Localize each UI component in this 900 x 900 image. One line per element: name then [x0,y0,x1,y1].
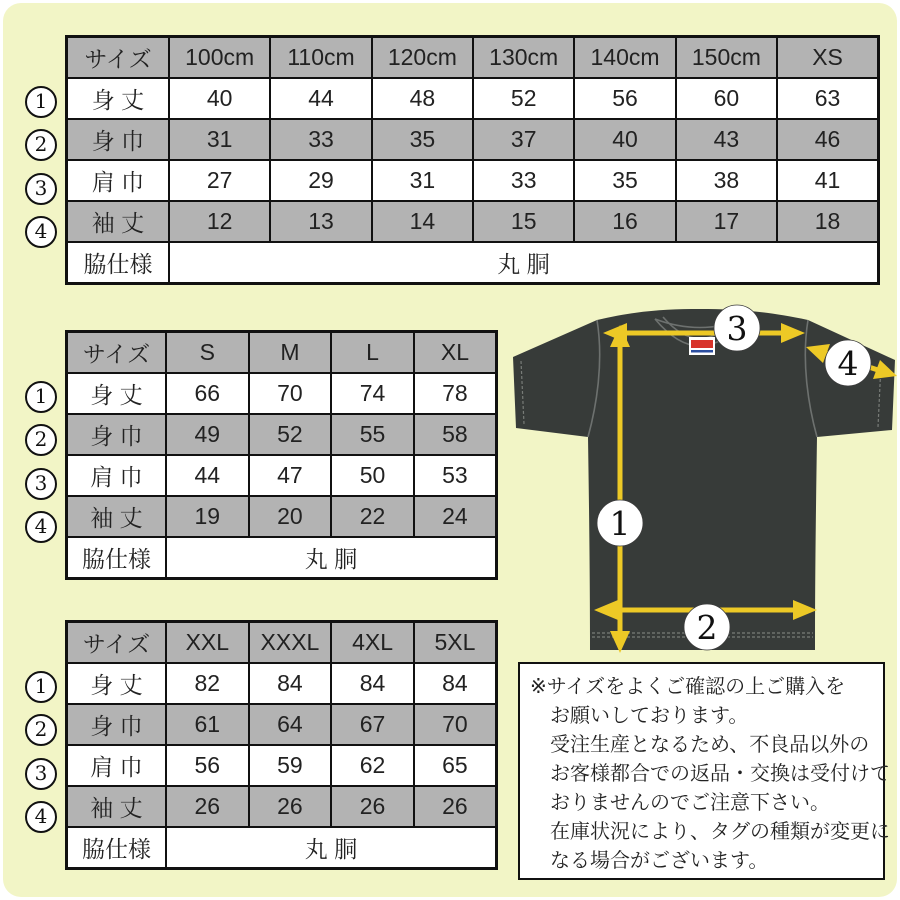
measurement-value-cell: 61 [166,704,249,745]
measurement-value-cell: 56 [574,78,675,119]
measurement-value-cell: 55 [331,414,414,455]
purchase-notice-box [518,662,890,880]
side-spec-label: 脇仕様 [67,537,167,579]
size-header-label: サイズ [67,622,167,664]
brand-tag [689,337,715,355]
size-column-header: XXXL [249,622,332,664]
measurement-value-cell: 19 [166,496,249,537]
size-column-header: 130cm [473,37,574,79]
side-spec-value: 丸 胴 [169,242,879,284]
size-table-kids-xs [65,35,880,285]
row-marker-4: 4 [25,216,57,248]
side-spec-value: 丸 胴 [166,537,497,579]
measurement-value-cell: 59 [249,745,332,786]
measurement-value-cell: 52 [473,78,574,119]
measurement-value-cell: 26 [249,786,332,827]
measurement-row-label: 身 丈 [67,78,170,119]
row-marker-2: 2 [25,424,57,456]
measurement-row-label: 肩 巾 [67,160,170,201]
measurement-value-cell: 44 [166,455,249,496]
measurement-value-cell: 49 [166,414,249,455]
size-table-xxl-5xl [65,620,498,870]
size-header-label: サイズ [67,37,170,79]
measurement-row-label: 身 巾 [67,704,167,745]
measurement-value-cell: 38 [676,160,777,201]
measurement-value-cell: 70 [249,373,332,414]
row-marker-1: 1 [25,381,57,413]
measurement-value-cell: 35 [574,160,675,201]
notice-line: お客様都合での返品・交換は受付けて [550,763,890,785]
measurement-value-cell: 41 [777,160,878,201]
measurement-row-label: 身 巾 [67,414,167,455]
measurement-value-cell: 40 [574,119,675,160]
size-table-s-xl [65,330,498,580]
measurement-value-cell: 65 [414,745,497,786]
measurement-row-label: 袖 丈 [67,786,167,827]
measurement-value-cell: 12 [169,201,270,242]
measurement-value-cell: 44 [270,78,371,119]
row-marker-2: 2 [25,129,57,161]
measurement-value-cell: 84 [414,663,497,704]
notice-line: 在庫状況により、タグの種類が変更に [550,821,890,843]
row-marker-3: 3 [25,173,57,205]
measurement-value-cell: 66 [166,373,249,414]
measurement-value-cell: 74 [331,373,414,414]
notice-line: 受注生産となるため、不良品以外の [550,734,870,756]
measurement-row-label: 肩 巾 [67,455,167,496]
measurement-value-cell: 84 [331,663,414,704]
measurement-value-cell: 26 [166,786,249,827]
measurement-value-cell: 43 [676,119,777,160]
measurement-value-cell: 29 [270,160,371,201]
measurement-value-cell: 70 [414,704,497,745]
diagram-marker-4 [825,340,871,386]
measurement-value-cell: 35 [372,119,473,160]
measurement-value-cell: 26 [414,786,497,827]
measurement-value-cell: 18 [777,201,878,242]
size-column-header: XL [414,332,497,374]
measurement-value-cell: 24 [414,496,497,537]
measurement-value-cell: 62 [331,745,414,786]
measurement-value-cell: 82 [166,663,249,704]
measurement-value-cell: 26 [331,786,414,827]
measurement-value-cell: 13 [270,201,371,242]
measurement-value-cell: 60 [676,78,777,119]
row-marker-4: 4 [25,801,57,833]
diagram-marker-3 [714,305,760,351]
measurement-value-cell: 53 [414,455,497,496]
size-column-header: L [331,332,414,374]
measurement-value-cell: 33 [473,160,574,201]
size-column-header: 110cm [270,37,371,79]
measurement-value-cell: 40 [169,78,270,119]
row-marker-3: 3 [25,468,57,500]
notice-line: お願いしております。 [550,705,749,727]
measurement-value-cell: 17 [676,201,777,242]
measurement-value-cell: 67 [331,704,414,745]
measurement-value-cell: 58 [414,414,497,455]
measurement-value-cell: 37 [473,119,574,160]
measurement-value-cell: 31 [169,119,270,160]
size-column-header: 4XL [331,622,414,664]
row-marker-1: 1 [25,671,57,703]
size-column-header: 100cm [169,37,270,79]
side-spec-value: 丸 胴 [166,827,497,869]
measurement-row-label: 身 巾 [67,119,170,160]
measurement-value-cell: 33 [270,119,371,160]
row-marker-3: 3 [25,758,57,790]
svg-text:2: 2 [696,608,718,647]
measurement-value-cell: 52 [249,414,332,455]
size-column-header: 140cm [574,37,675,79]
measurement-value-cell: 56 [166,745,249,786]
size-column-header: 5XL [414,622,497,664]
measurement-value-cell: 48 [372,78,473,119]
measurement-value-cell: 46 [777,119,878,160]
measurement-row-label: 肩 巾 [67,745,167,786]
size-column-header: XS [777,37,878,79]
svg-text:1: 1 [609,504,631,543]
measurement-row-label: 身 丈 [67,663,167,704]
measurement-value-cell: 16 [574,201,675,242]
measurement-value-cell: 15 [473,201,574,242]
diagram-marker-1 [597,500,643,546]
measurement-value-cell: 22 [331,496,414,537]
row-marker-4: 4 [25,511,57,543]
size-column-header: 150cm [676,37,777,79]
row-marker-2: 2 [25,714,57,746]
measurement-value-cell: 84 [249,663,332,704]
measurement-value-cell: 20 [249,496,332,537]
row-marker-1: 1 [25,86,57,118]
measurement-value-cell: 50 [331,455,414,496]
measurement-value-cell: 47 [249,455,332,496]
measurement-value-cell: 27 [169,160,270,201]
notice-line: おりませんのでご注意下さい。 [550,792,830,814]
size-column-header: XXL [166,622,249,664]
measurement-value-cell: 14 [372,201,473,242]
measurement-row-label: 袖 丈 [67,496,167,537]
measurement-value-cell: 63 [777,78,878,119]
size-header-label: サイズ [67,332,167,374]
side-spec-label: 脇仕様 [67,827,167,869]
svg-text:3: 3 [726,309,748,348]
measurement-value-cell: 78 [414,373,497,414]
measurement-row-label: 身 丈 [67,373,167,414]
tshirt-diagram [500,303,898,660]
side-spec-label: 脇仕様 [67,242,170,284]
size-column-header: S [166,332,249,374]
size-column-header: 120cm [372,37,473,79]
size-column-header: M [249,332,332,374]
notice-line: ※サイズをよくご確認の上ご購入を [530,676,846,698]
diagram-marker-2 [684,604,730,650]
measurement-value-cell: 64 [249,704,332,745]
svg-text:4: 4 [837,344,859,383]
measurement-row-label: 袖 丈 [67,201,170,242]
notice-line: なる場合がございます。 [550,850,769,872]
measurement-value-cell: 31 [372,160,473,201]
